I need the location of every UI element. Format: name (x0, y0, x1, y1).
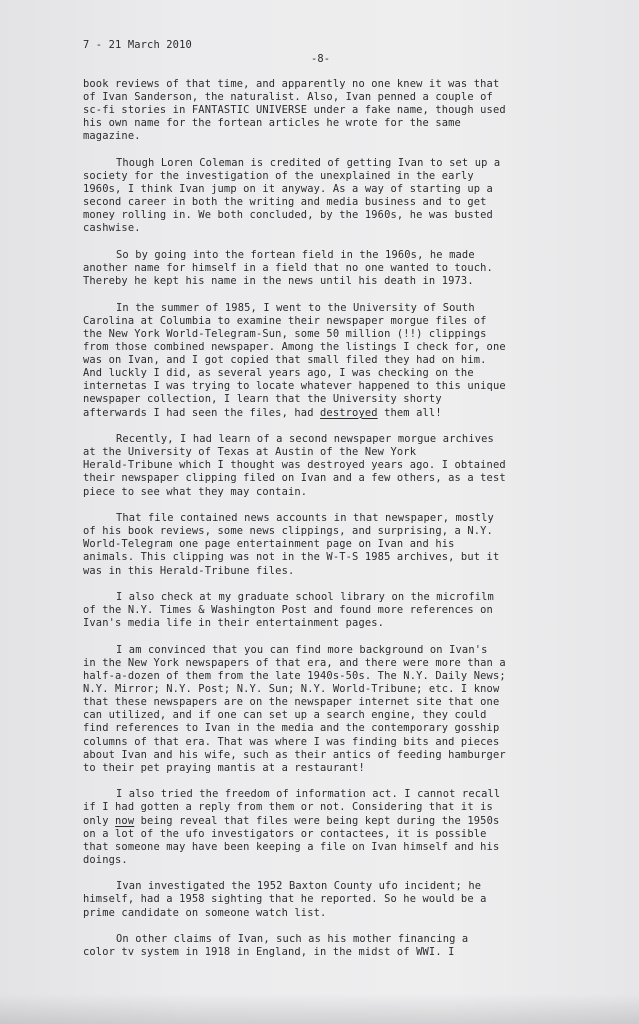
text-line: columns of that era. That was where I was finding bits and pieces (83, 735, 500, 748)
text-line: Ivan investigated the 1952 Baxton County ufo incident; he (116, 880, 482, 893)
text-line: sc-fi stories in FANTASTIC UNIVERSE under a fake name, though used (83, 104, 506, 117)
text-line: cashwise. (83, 222, 141, 235)
text-line: World-Telegram one page entertainment page on Ivan and his (83, 538, 455, 551)
text-run: being reveal that files were being kept during the 1950s (134, 814, 500, 827)
text-line: On other claims of Ivan, such as his mother financing a (116, 933, 469, 946)
emphasized-word: now (115, 814, 135, 827)
text-line: was in this Herald-Tribune files. (83, 564, 295, 577)
paragraph (83, 157, 583, 236)
page-number: -8- (311, 53, 331, 65)
text-line: N.Y. Mirror; N.Y. Post; N.Y. Sun; N.Y. World-Tribune; etc. I know (83, 683, 500, 696)
document-body (83, 78, 583, 959)
text-line: on a lot of the ufo investigators or contactees, it is possible (83, 827, 487, 840)
text-line: find references to Ivan in the media and the contemporary gosship (83, 722, 500, 735)
text-line: the New York World-Telegram-Sun, some 50 million (!!) clippings (83, 328, 487, 340)
text-line: 1960s, I think Ivan jump on it anyway. As a way of starting up a (83, 183, 493, 196)
text-line: their newspaper clipping filed on Ivan and a few others, as a test (83, 472, 506, 485)
text-line: book reviews of that time, and apparently no one knew it was that (83, 78, 500, 90)
text-line: his own name for the fortean articles he wrote for the same (83, 117, 461, 130)
text-line: Ivan's media life in their entertainment pages. (83, 617, 385, 630)
text-line: So by going into the fortean field in the 1960s, he made (116, 249, 475, 262)
paragraph (83, 302, 583, 420)
text-line: of his book reviews, some news clippings, and surprising, a N.Y. (83, 525, 493, 538)
paragraph (83, 933, 583, 959)
text-line: Carolina at Columbia to examine their newspaper morgue files of (83, 314, 487, 327)
text-line: I also check at my graduate school library on the microfilm (116, 591, 494, 604)
text-line: Thereby he kept his name in the news until his death in 1973. (83, 275, 474, 288)
paragraph (83, 591, 583, 630)
text-line: magazine. (83, 130, 141, 143)
emphasized-word: destroyed (320, 406, 378, 419)
document-date: 7 - 21 March 2010 (83, 39, 192, 51)
text-line: at the University of Texas at Austin of the New York (83, 446, 417, 459)
text-line: That file contained news accounts in that newspaper, mostly (116, 512, 494, 525)
paragraph (83, 644, 583, 775)
text-line: if I had gotten a reply from them or not. Considering that it is (83, 801, 493, 814)
paragraph (83, 880, 583, 919)
text-line: I am convinced that you can find more background on Ivan's (116, 643, 488, 656)
text-line: money rolling in. We both concluded, by the 1960s, he was busted (83, 209, 493, 222)
text-line: second career in both the writing and media business and to get (83, 196, 487, 209)
text-line: Though Loren Coleman is credited of getting Ivan to set up a (116, 156, 501, 169)
paragraph (83, 512, 583, 577)
paragraph (83, 433, 583, 498)
paragraph (83, 78, 583, 143)
paragraph (83, 788, 583, 867)
text-run: only (83, 814, 116, 827)
text-line: himself, had a 1958 sighting that he reported. So he would be a (83, 893, 487, 906)
text-line: that these newspapers are on the newspaper internet site that one (83, 696, 500, 709)
text-line: Herald-Tribune which I thought was destroyed years ago. I obtained (83, 459, 506, 472)
text-line: piece to see what they may contain. (83, 485, 308, 498)
text-line: animals. This clipping was not in the W-T-S 1985 archives, but it (83, 551, 500, 564)
text-line: of the N.Y. Times & Washington Post and found more references on (83, 604, 493, 617)
text-line: prime candidate on someone watch list. (83, 906, 327, 919)
text-line: in the New York newspapers of that era, and there were more than a (83, 656, 506, 669)
text-line: I also tried the freedom of information act. I cannot recall (116, 788, 501, 801)
paragraph (83, 249, 583, 288)
text-line: doings. (83, 853, 128, 866)
text-line: newspaper collection, I learn that the University shorty (83, 393, 442, 406)
text-line: about Ivan and his wife, such as their antics of feeding hamburger (83, 748, 506, 761)
text-line: to their pet praying mantis at a restaurant! (83, 761, 365, 774)
text-line: from those combined newspaper. Among the listings I check for, one (83, 341, 506, 354)
text-run: afterwards I had seen the files, had (83, 406, 321, 419)
text-line: another name for himself in a field that no one wanted to touch. (83, 262, 493, 275)
text-line: internetas I was trying to locate whatever happened to this unique (83, 380, 506, 393)
text-line: society for the investigation of the unexplained in the early (83, 170, 474, 183)
text-line: color tv system in 1918 in England, in the midst of WWI. I (83, 946, 455, 959)
text-line (83, 815, 583, 828)
text-line: can utilized, and if one can set up a search engine, they could (83, 709, 487, 722)
text-line: of Ivan Sanderson, the naturalist. Also, Ivan penned a couple of (83, 91, 493, 104)
text-line (83, 407, 583, 420)
text-line: In the summer of 1985, I went to the University of South (116, 301, 475, 314)
text-line: was on Ivan, and I got copied that small filed they had on him. (83, 354, 487, 367)
page-bottom-shadow (0, 994, 639, 1024)
text-line: half-a-dozen of them from the late 1940s-50s. The N.Y. Daily News; (83, 670, 506, 683)
text-line: And luckly I did, as several years ago, I was checking on the (83, 367, 474, 380)
text-line: that someone may have been keeping a file on Ivan himself and his (83, 840, 500, 853)
text-line: Recently, I had learn of a second newspaper morgue archives (116, 433, 494, 446)
text-run: them all! (377, 406, 442, 419)
